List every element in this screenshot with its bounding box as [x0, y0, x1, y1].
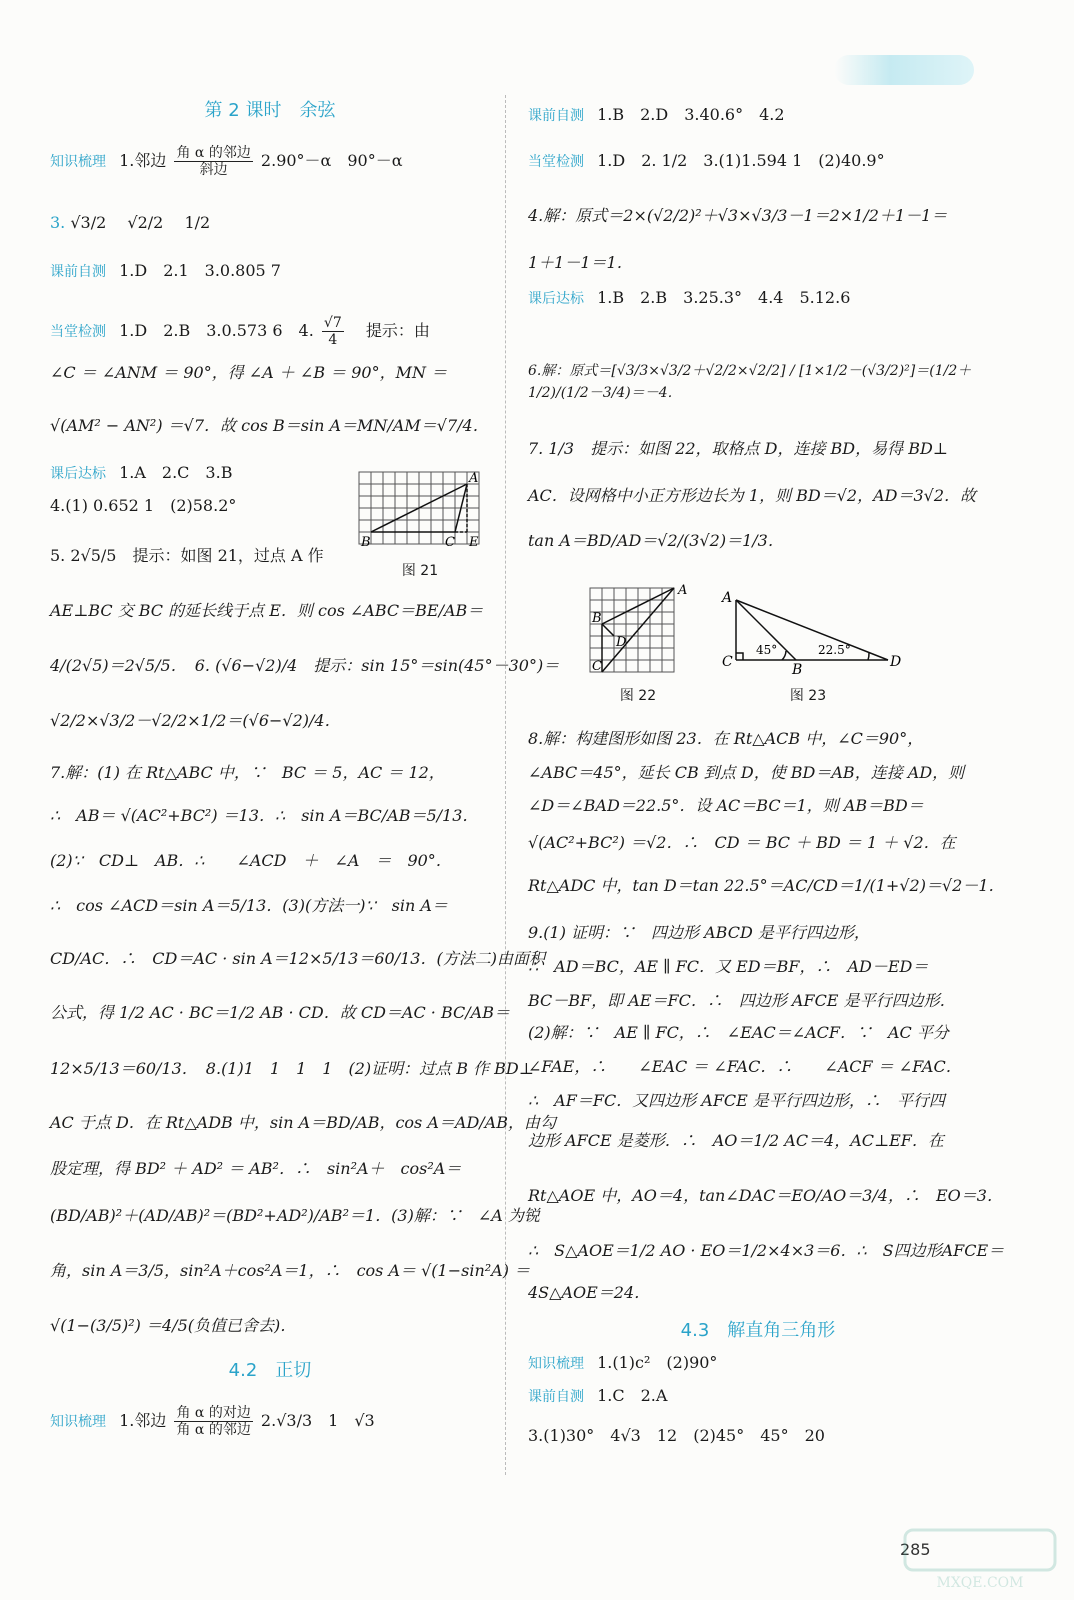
- tag-r-dtjc: 当堂检测: [528, 154, 584, 170]
- dtjc-text: 1.D 2.B 3.0.573 6 4.: [119, 321, 314, 340]
- r-q7-line-b: AC．设网格中小正方形边长为 1，则 BD＝√2，AD＝3√2．故: [528, 486, 977, 505]
- r-q8-line-b: ∠ABC＝45°，延长 CB 到点 D，使 BD＝AB，连接 AD，则: [528, 763, 965, 782]
- r-dtjc-line: [528, 150, 988, 173]
- tag-kq43: 课前自测: [528, 1389, 584, 1405]
- fig21-label-A: A: [469, 471, 479, 486]
- kq43-line: [528, 1385, 988, 1408]
- r-q4-line-a: 4.解：原式＝2×(√2/2)²＋√3×√3/3－1＝2×1/2＋1－1＝: [528, 206, 948, 225]
- tag-zs42: 知识梳理: [50, 1414, 106, 1430]
- q5-line-b: 4/(2√5)＝2√5/5． 6. (√6−√2)/4 提示：sin 15°＝sin(45°－30°)＝: [50, 656, 560, 675]
- r-q7-line-a: 7. 1/3 提示：如图 22，取格点 D，连接 BD，易得 BD⊥: [528, 439, 948, 458]
- fig22-caption: 图 22: [619, 688, 657, 704]
- kq43-text: 1.C 2.A: [597, 1386, 668, 1405]
- r-kqzc-line: [528, 104, 988, 127]
- zs42-line: [50, 1405, 490, 1438]
- r-q9-line-c: BC－BF，即 AE＝FC．∴ 四边形 AFCE 是平行四边形．: [528, 991, 956, 1010]
- fig22-label-C: C: [592, 659, 602, 674]
- zs42-prefix: 1.邻边: [119, 1411, 167, 1430]
- r-q9-line-g: 边形 AFCE 是菱形．∴ AO＝1/2 AC＝4，AC⊥EF．在: [528, 1131, 944, 1150]
- q4-line: 4.(1) 0.652 1 (2)58.2°: [50, 496, 237, 515]
- r-q8-line-e: Rt△ADC 中，tan D＝tan 22.5°＝AC/CD＝1/(1+√2)＝√2－1．: [528, 876, 1005, 895]
- tag-r-khdb: 课后达标: [528, 291, 584, 307]
- zhishi-3-label: 3.: [50, 213, 66, 232]
- watermark-text: MXQE.COM: [936, 1575, 1024, 1591]
- fig21-label-E: E: [469, 535, 479, 550]
- r-last-line: 3.(1)30° 4√3 12 (2)45° 45° 20: [528, 1426, 825, 1445]
- watermark-logo: [900, 1525, 1060, 1595]
- zhishi-1-prefix: 1.邻边: [119, 151, 167, 170]
- section-4-3: 4.3 解直角三角形: [680, 1320, 836, 1341]
- hint-line-a: ∠C ＝ ∠ANM ＝ 90°，得 ∠A ＋ ∠B ＝ 90°，MN ＝: [50, 363, 448, 382]
- figure-21: [355, 468, 485, 553]
- q8-line-a: AC 于点 D．在 Rt△ADB 中，sin A＝BD/AB，cos A＝AD/AB，由勾: [50, 1113, 556, 1132]
- q7-line-c: (2)∵ CD⊥ AB．∴ ∠ACD ＋ ∠A ＝ 90°．: [50, 851, 452, 870]
- zhishi-1-fraction: [174, 145, 252, 178]
- frac-num: 角 α 的邻边: [176, 145, 251, 161]
- frac-den: 角 α 的邻边: [176, 1422, 251, 1438]
- figure-22: [586, 580, 696, 675]
- page-number: 285: [900, 1540, 931, 1559]
- kqzc-line: [50, 260, 490, 283]
- dtjc-fraction: [322, 315, 344, 348]
- fig22-label-B: B: [592, 611, 602, 626]
- tag-khdb: 课后达标: [50, 466, 106, 482]
- frac-den: 斜边: [199, 162, 228, 178]
- zhishi-3-v3: 1/2: [184, 213, 211, 232]
- r-khdb-line: [528, 287, 988, 310]
- q7-line-e: CD/AC．∴ CD＝AC · sin A＝12×5/13＝60/13．(方法二)由面积: [50, 949, 545, 968]
- q6-line-c: √2/2×√3/2－√2/2×1/2＝(√6−√2)/4．: [50, 711, 341, 730]
- r-q6-line: 6.解：原式＝[√3/3×√3/2＋√2/2×√2/2] / [1×1/2－(√3/2)²]＝(1/2＋1/2)/(1/2－3/4)＝－4．: [528, 363, 972, 401]
- q7-line-b: ∴ AB＝ √(AC²+BC²) ＝13．∴ sin A＝BC/AB＝5/13．: [50, 806, 479, 825]
- zhishi-2: 2.90°－α 90°－α: [260, 151, 403, 170]
- lesson-title: 第 2 课时 余弦: [204, 100, 336, 121]
- tag-zhishi: 知识梳理: [50, 154, 106, 170]
- r-q8-line-c: ∠D＝∠BAD＝22.5°．设 AC＝BC＝1，则 AB＝BD＝: [528, 796, 924, 815]
- q7-line-d: ∴ cos ∠ACD＝sin A＝5/13．(3)(方法一)∵ sin A＝: [50, 896, 448, 915]
- r-q9-line-b: ∴ AD＝BC，AE ∥ FC．又 ED＝BF，∴ AD－ED＝: [528, 957, 929, 976]
- q8-line-c: (BD/AB)²＋(AD/AB)²＝(BD²+AD²)/AB²＝1．(3)解：∵ ∠A 为锐: [50, 1206, 540, 1225]
- dtjc-hint: 提示：由: [365, 321, 430, 340]
- figure-23: [718, 590, 908, 675]
- fig23-angle-45: 45°: [756, 643, 778, 657]
- r-q9-line-e: ∠FAE，∴ ∠EAC ＝ ∠FAC．∴ ∠ACF ＝ ∠FAC．: [528, 1057, 962, 1076]
- q7-line-a: 7.解：(1) 在 Rt△ABC 中，∵ BC ＝ 5，AC ＝ 12，: [50, 763, 445, 782]
- zhishi-line: [50, 145, 490, 178]
- r-q4-line-b: 1＋1－1＝1．: [528, 253, 633, 272]
- zhishi-3-v1: √3/2: [70, 213, 107, 232]
- zs42-fraction: [174, 1405, 252, 1438]
- r-q8-line-a: 8.解：构建图形如图 23．在 Rt△ACB 中，∠C＝90°，: [528, 729, 924, 748]
- q5-line-a: AE⊥BC 交 BC 的延长线于点 E．则 cos ∠ABC＝BE/AB＝: [50, 601, 484, 620]
- header-decoration: [834, 55, 974, 85]
- fig23-label-B: B: [792, 662, 803, 675]
- fig21-label-C: C: [445, 535, 455, 550]
- fig23-caption: 图 23: [789, 688, 827, 704]
- fig22-label-A: A: [678, 583, 688, 598]
- r-q8-line-d: √(AC²+BC²) ＝√2．∴ CD ＝ BC ＋ BD ＝ 1 ＋ √2．在: [528, 833, 956, 852]
- fig21-caption: 图 21: [401, 563, 439, 579]
- q8-line-d: 角，sin A＝3/5，sin²A＋cos²A＝1，∴ cos A＝ √(1−sin²A) ＝: [50, 1261, 531, 1280]
- q8-line-e: √(1−(3/5)²) ＝4/5(负值已舍去)．: [50, 1316, 297, 1335]
- zs43-line: [528, 1352, 988, 1375]
- tag-r-kqzc: 课前自测: [528, 108, 584, 124]
- kqzc-text: 1.D 2.1 3.0.805 7: [119, 261, 281, 280]
- frac-den: 4: [328, 332, 338, 348]
- fig23-label-D: D: [890, 654, 902, 670]
- zs43-text: 1.(1)c² (2)90°: [597, 1353, 718, 1372]
- r-q9-line-d: (2)解：∵ AE ∥ FC，∴ ∠EAC＝∠ACF．∵ AC 平分: [528, 1023, 949, 1042]
- fig23-angle-22-5: 22.5°: [818, 643, 851, 657]
- q8-line-b: 股定理，得 BD² ＋ AD² ＝ AB²．∴ sin²A＋ cos²A＝: [50, 1159, 462, 1178]
- r-q9-line-j: 4S△AOE＝24．: [528, 1283, 651, 1302]
- zhishi-3-line: [50, 212, 490, 234]
- r-khdb-text: 1.B 2.B 3.25.3° 4.4 5.12.6: [597, 288, 851, 307]
- fig23-label-A: A: [722, 590, 733, 606]
- r-kqzc-text: 1.B 2.D 3.40.6° 4.2: [597, 105, 785, 124]
- r-q9-line-i: ∴ S△AOE＝1/2 AO · EO＝1/2×4×3＝6．∴ S四边形AFCE＝: [528, 1241, 1005, 1260]
- frac-num: 角 α 的对边: [176, 1405, 251, 1421]
- section-4-2: 4.2 正切: [228, 1360, 312, 1381]
- q7-line-g: 12×5/13＝60/13． 8.(1)1 1 1 1 (2)证明：过点 B 作 BD⊥: [50, 1059, 534, 1078]
- r-dtjc-text: 1.D 2. 1/2 3.(1)1.594 1 (2)40.9°: [597, 151, 885, 170]
- q5-line: 5. 2√5/5 提示：如图 21，过点 A 作: [50, 546, 324, 565]
- frac-num: √7: [323, 315, 342, 331]
- zs42-rest: 2.√3/3 1 √3: [260, 1411, 375, 1430]
- dtjc-line: [50, 315, 490, 348]
- r-q7-line-c: tan A＝BD/AD＝√2/(3√2)＝1/3．: [528, 531, 784, 550]
- khdb-text: 1.A 2.C 3.B: [119, 463, 233, 482]
- zhishi-3-v2: √2/2: [127, 213, 164, 232]
- q7-line-f: 公式，得 1/2 AC · BC＝1/2 AB · CD．故 CD＝AC · BC/AB＝: [50, 1003, 510, 1022]
- tag-kqzc: 课前自测: [50, 264, 106, 280]
- tag-zs43: 知识梳理: [528, 1356, 584, 1372]
- fig23-label-C: C: [722, 654, 733, 670]
- r-q9-line-a: 9.(1) 证明：∵ 四边形 ABCD 是平行四边形，: [528, 923, 870, 942]
- tag-dtjc: 当堂检测: [50, 324, 106, 340]
- fig22-label-D: D: [616, 635, 627, 650]
- r-q9-line-h: Rt△AOE 中，AO＝4，tan∠DAC＝EO/AO＝3/4，∴ EO＝3．: [528, 1186, 1003, 1205]
- fig21-label-B: B: [361, 535, 371, 550]
- hint-line-b: √(AM² − AN²) ＝√7．故 cos B＝sin A＝MN/AM＝√7/4．: [50, 416, 489, 435]
- r-q9-line-f: ∴ AF＝FC．又四边形 AFCE 是平行四边形，∴ 平行四: [528, 1091, 945, 1110]
